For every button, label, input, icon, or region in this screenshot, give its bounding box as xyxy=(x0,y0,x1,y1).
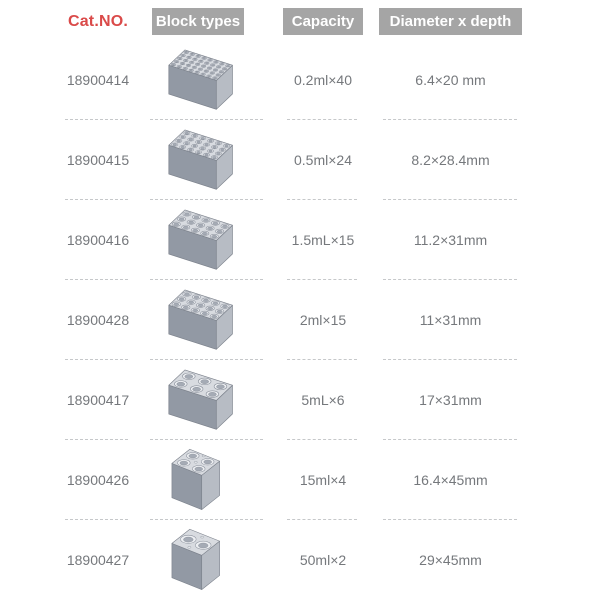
capacity-text: 0.2ml×40 xyxy=(294,72,352,88)
cat-no-text: 18900427 xyxy=(66,552,130,568)
diameter-depth-text: 29×45mm xyxy=(419,552,482,568)
column-header-diameter-depth xyxy=(379,8,522,35)
diameter-depth-text: 11×31mm xyxy=(419,312,482,328)
cat-no-text: 18900415 xyxy=(66,152,130,168)
column-header-cat-no: Cat.NO. xyxy=(67,13,129,30)
cat-no-text: 18900417 xyxy=(66,392,130,408)
column-header-block-types xyxy=(148,8,248,35)
cat-no-text: 18900416 xyxy=(66,232,130,248)
table-row xyxy=(0,520,600,600)
capacity-text: 2ml×15 xyxy=(299,312,347,328)
column-header-block-types-label: Block types xyxy=(152,8,244,35)
column-header-capacity-label: Capacity xyxy=(283,8,363,35)
table-header xyxy=(0,0,600,40)
diameter-depth-text: 17×31mm xyxy=(419,392,482,408)
diameter-depth-text: 8.2×28.4mm xyxy=(411,152,490,168)
capacity-text: 5mL×6 xyxy=(301,392,345,408)
column-header-diameter-depth-label: Diameter x depth xyxy=(379,8,522,35)
cat-no-text: 18900414 xyxy=(66,72,130,88)
capacity-text: 0.5ml×24 xyxy=(294,152,352,168)
heat-block-icon xyxy=(151,124,246,195)
diameter-depth-text: 16.4×45mm xyxy=(413,472,488,488)
capacity-text: 50ml×2 xyxy=(299,552,347,568)
heat-block-icon xyxy=(157,444,239,516)
capacity-text: 1.5mL×15 xyxy=(291,232,355,248)
cat-no-text: 18900426 xyxy=(66,472,130,488)
heat-block-icon xyxy=(151,44,246,115)
table-row xyxy=(0,200,600,280)
table-row xyxy=(0,440,600,520)
cat-no-text: 18900428 xyxy=(66,312,130,328)
diameter-depth-text: 11.2×31mm xyxy=(413,232,488,248)
table-row xyxy=(0,280,600,360)
table-row xyxy=(0,120,600,200)
heat-block-icon xyxy=(157,524,239,596)
capacity-text: 15ml×4 xyxy=(299,472,347,488)
heat-block-icon xyxy=(151,364,246,435)
heat-block-icon xyxy=(151,284,246,355)
heat-block-icon xyxy=(151,204,246,275)
table-row xyxy=(0,40,600,120)
table-row xyxy=(0,360,600,440)
diameter-depth-text: 6.4×20 mm xyxy=(415,72,486,88)
column-header-capacity xyxy=(273,8,373,35)
